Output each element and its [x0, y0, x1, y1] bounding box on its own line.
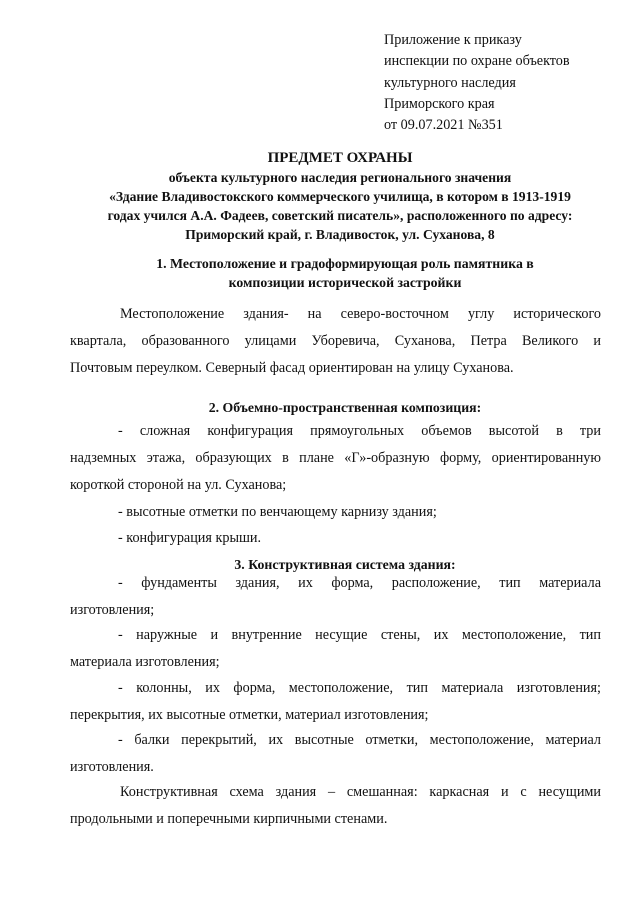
- list-item-line: перекрытия, их высотные отметки, материал изготовления;: [70, 707, 429, 723]
- section3-heading: 3. Конструктивная система здания:: [234, 557, 456, 572]
- annex-line: Приложение к приказу: [384, 32, 522, 48]
- paragraph-line: Конструктивная схема здания – смешанная: каркасная и с несущими: [120, 784, 601, 800]
- annex-line: инспекции по охране объектов: [384, 53, 570, 70]
- list-item-line: изготовления.: [70, 759, 154, 775]
- section1-paragraph: [70, 301, 601, 382]
- section1-heading: [110, 254, 580, 292]
- title-line: «Здание Владивостокского коммерческого училища, в котором в 1913-1919: [109, 189, 571, 204]
- heading-line: 1. Местоположение и градоформирующая роль памятника в: [156, 256, 534, 271]
- section3-item1: [70, 570, 601, 624]
- list-item-line: - конфигурация крыши.: [118, 530, 262, 546]
- title-line: годах учился А.А. Фадеев, советский писатель», расположенного по адресу:: [107, 208, 573, 223]
- list-item-line: - высотные отметки по венчающему карнизу здания;: [118, 504, 437, 520]
- paragraph-line: Местоположение здания- на северо-восточном углу исторического: [120, 306, 601, 322]
- section2-item3: [70, 525, 601, 552]
- list-item-line: надземных этажа, образующих в плане «Г»-образную форму, ориентированную: [70, 450, 601, 466]
- list-item-line: материала изготовления;: [70, 654, 220, 670]
- list-item-line: короткой стороной на ул. Суханова;: [70, 477, 287, 493]
- annex-line: от 09.07.2021 №351: [384, 117, 503, 134]
- list-item-line: - балки перекрытий, их высотные отметки, местоположение, материал: [118, 732, 601, 748]
- annex-line: культурного наследия: [384, 74, 516, 91]
- title-line: объекта культурного наследия регионального значения: [168, 170, 512, 185]
- paragraph-line: квартала, образованного улицами Уборевича, Суханова, Петра Великого и: [70, 333, 601, 349]
- title-main: ПРЕДМЕТ ОХРАНЫ: [267, 150, 413, 166]
- list-item-line: - наружные и внутренние несущие стены, их местоположение, тип: [118, 627, 601, 643]
- paragraph-line: продольными и поперечными кирпичными стенами.: [70, 811, 388, 827]
- paragraph-line: Почтовым переулком. Северный фасад ориентирован на улицу Суханова.: [70, 360, 514, 376]
- heading-line: композиции исторической застройки: [228, 275, 462, 290]
- section3-item2: [70, 622, 601, 676]
- list-item-line: - фундаменты здания, их форма, расположение, тип материала: [118, 575, 601, 591]
- annex-line: Приморского края: [384, 95, 495, 112]
- section3-closing: [70, 779, 601, 833]
- section2-item2: [70, 499, 601, 526]
- list-item-line: - сложная конфигурация прямоугольных объемов высотой в три: [118, 423, 601, 439]
- title-line: Приморский край, г. Владивосток, ул. Суханова, 8: [185, 227, 495, 242]
- annex-note: [384, 30, 570, 136]
- list-item-line: изготовления;: [70, 602, 155, 618]
- section2-item1: [70, 418, 601, 499]
- section2-heading: 2. Объемно-пространственная композиция:: [208, 400, 482, 415]
- section3-item4: [70, 727, 601, 781]
- document-title: [70, 148, 610, 244]
- list-item-line: - колонны, их форма, местоположение, тип материала изготовления;: [118, 680, 601, 696]
- section3-item3: [70, 675, 601, 729]
